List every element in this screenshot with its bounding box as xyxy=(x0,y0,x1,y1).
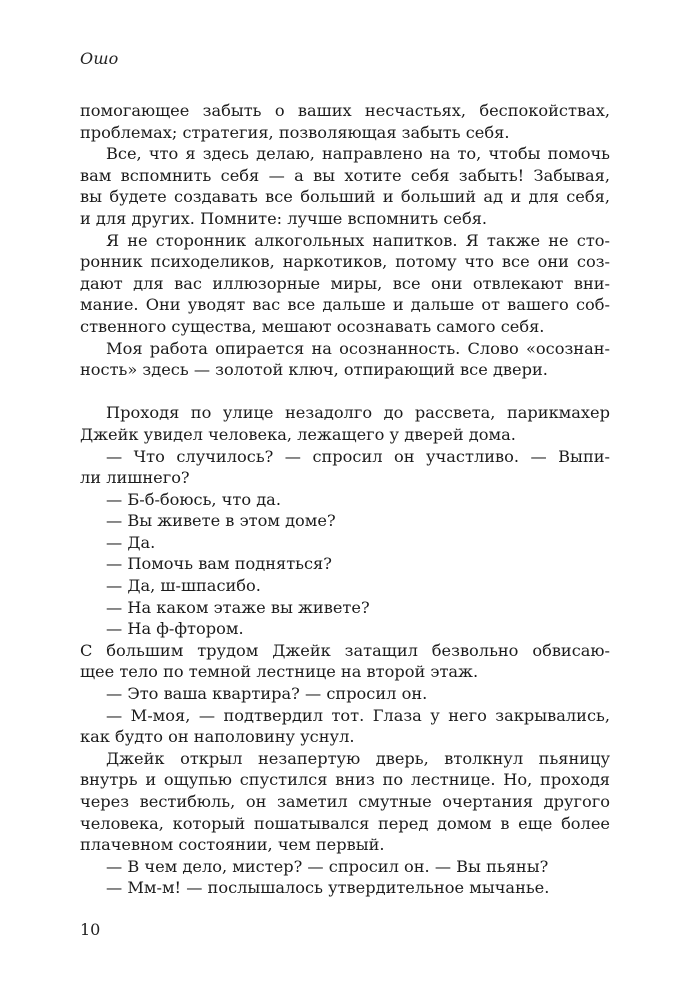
text-line: плачевном состоянии, чем первый. xyxy=(80,835,385,855)
text-line: вам вспомнить себя — а вы хотите себя забыть! Забывая, xyxy=(80,165,610,185)
section-break xyxy=(80,381,610,403)
text-section-2 xyxy=(80,402,610,899)
body-text xyxy=(80,100,610,899)
text-line: ственного существа, мешают осознавать самого себя. xyxy=(80,316,545,336)
text-line: — Мм-м! — послышалось утвердительное мычанье. xyxy=(106,878,550,898)
text-line: — На ф-фтором. xyxy=(106,619,244,639)
text-line: дают для вас иллюзорные миры, все они отвлекают вни- xyxy=(80,273,610,293)
text-line: С большим трудом Джейк затащил безвольно обвисаю- xyxy=(80,640,610,660)
text-line: — М-моя, — подтвердил тот. Глаза у него закрывались, xyxy=(106,705,610,725)
text-section-1 xyxy=(80,100,610,381)
running-head: Ошо xyxy=(80,49,119,68)
text-line: через вестибюль, он заметил смутные очертания другого xyxy=(80,792,610,811)
text-line: Все, что я здесь делаю, направлено на то, чтобы помочь xyxy=(106,144,610,164)
text-line: Моя работа опирается на осознанность. Слово «осознан- xyxy=(106,338,610,358)
text-line: ронник психоделиков, наркотиков, потому что все они соз- xyxy=(80,252,610,272)
text-line: вы будете создавать все больший и больший ад и для себя, xyxy=(80,187,610,207)
text-line: Проходя по улице незадолго до рассвета, парикмахер xyxy=(106,403,610,423)
text-line: проблемах; стратегия, позволяющая забыть себя. xyxy=(80,122,510,142)
text-line: — На каком этаже вы живете? xyxy=(106,597,370,617)
text-line: мание. Они уводят вас все дальше и дальше от вашего соб- xyxy=(80,295,610,315)
text-line: Джейк открыл незапертую дверь, втолкнул пьяницу xyxy=(106,748,610,768)
text-line: — В чем дело, мистер? — спросил он. — Вы пьяны? xyxy=(106,856,549,876)
text-line: — Да. xyxy=(106,532,156,552)
text-line: Я не сторонник алкогольных напитков. Я также не сто- xyxy=(106,230,610,250)
text-line: внутрь и ощупью спустился вниз по лестнице. Но, проходя xyxy=(80,770,610,790)
text-line: — Помочь вам подняться? xyxy=(106,554,332,574)
text-line: — Что случилось? — спросил он участливо. — Выпи- xyxy=(106,446,610,466)
text-line: человека, который пошатывался перед домом в еще более xyxy=(80,813,610,833)
text-line: щее тело по темной лестнице на второй этаж. xyxy=(80,662,479,682)
text-line: — Вы живете в этом доме? xyxy=(106,511,336,531)
text-line: помогающее забыть о ваших несчастьях, беспокойствах, xyxy=(80,101,610,120)
text-line: — Б-б-боюсь, что да. xyxy=(106,489,281,509)
text-line: Джейк увидел человека, лежащего у дверей дома. xyxy=(80,424,516,444)
text-line: как будто он наполовину уснул. xyxy=(80,727,355,747)
text-line: ность» здесь — золотой ключ, отпирающий все двери. xyxy=(80,360,548,380)
text-line: и для других. Помните: лучше вспомнить себя. xyxy=(80,208,488,228)
text-line: ли лишнего? xyxy=(80,468,190,488)
text-line: — Это ваша квартира? — спросил он. xyxy=(106,684,428,704)
page-number: 10 xyxy=(80,920,101,939)
text-line: — Да, ш-шпасибо. xyxy=(106,576,261,596)
